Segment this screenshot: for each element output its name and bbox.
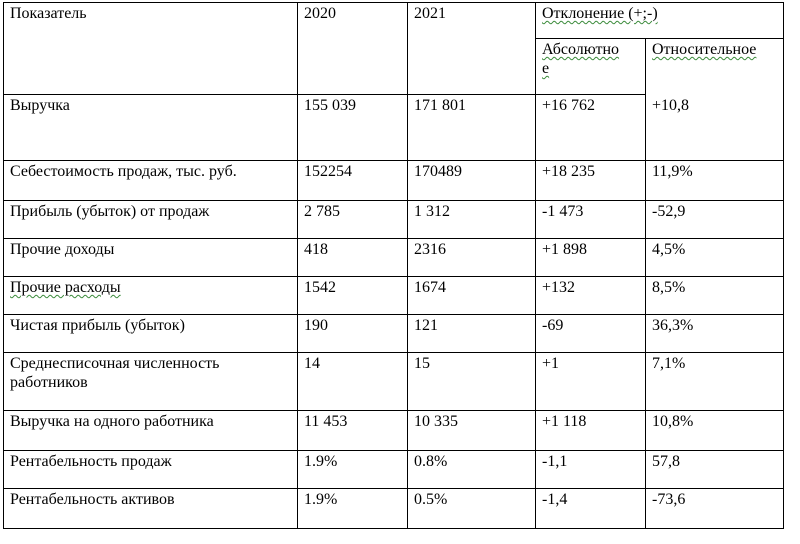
row-rel-cell: +10,8 [646,95,784,161]
table-row [4,451,784,489]
row-2020-cell: 11 453 [298,411,408,451]
row-name-cell: Среднесписочная численность работников [4,353,298,411]
row-name-cell: Прочие доходы [4,239,298,277]
row-abs-cell: +1 898 [536,239,646,277]
row-abs-cell: -1 473 [536,201,646,239]
row-2020-cell: 190 [298,315,408,353]
row-abs-cell: +1 118 [536,411,646,451]
table-row [4,489,784,529]
header-year-2020: 2020 [298,3,408,95]
table-row [4,315,784,353]
row-name-cell: Рентабельность активов [4,489,298,529]
row-2020-cell: 1542 [298,277,408,315]
row-abs-cell: -1,4 [536,489,646,529]
row-abs-cell: +16 762 [536,95,646,161]
row-rel-cell: 7,1% [646,353,784,411]
table-row [4,201,784,239]
header-row-1 [4,3,784,39]
row-name-cell: Прибыль (убыток) от продаж [4,201,298,239]
table-row [4,161,784,201]
header-absolute-line2: е [542,60,550,77]
row-abs-cell: -69 [536,315,646,353]
row-2021-cell: 170489 [408,161,536,201]
row-name-cell: Выручка на одного работника [4,411,298,451]
row-2020-cell: 418 [298,239,408,277]
row-2020-cell: 14 [298,353,408,411]
header-relative [646,39,784,95]
table-row [4,239,784,277]
row-2020-cell: 1.9% [298,451,408,489]
row-rel-cell: 4,5% [646,239,784,277]
row-2020-cell: 152254 [298,161,408,201]
row-rel-cell: 8,5% [646,277,784,315]
row-rel-cell: -52,9 [646,201,784,239]
row-2020-cell: 1.9% [298,489,408,529]
row-name-text: Прочие расходы [10,279,121,296]
row-2021-cell: 1674 [408,277,536,315]
row-abs-cell: +132 [536,277,646,315]
row-2021-cell: 1 312 [408,201,536,239]
header-absolute [536,39,646,95]
row-abs-cell: +1 [536,353,646,411]
table-row [4,95,784,161]
row-rel-cell: 57,8 [646,451,784,489]
financial-indicators-table [3,2,784,529]
row-rel-cell: 11,9% [646,161,784,201]
row-name-cell: Рентабельность продаж [4,451,298,489]
row-2021-cell: 171 801 [408,95,536,161]
row-abs-cell: -1,1 [536,451,646,489]
row-2021-cell: 10 335 [408,411,536,451]
header-deviation-text: Отклонение (+;-) [542,5,658,22]
row-name-cell: Себестоимость продаж, тыс. руб. [4,161,298,201]
row-name-cell: Выручка [4,95,298,161]
header-indicator: Показатель [4,3,298,95]
table-row [4,353,784,411]
row-2021-cell: 2316 [408,239,536,277]
row-2020-cell: 2 785 [298,201,408,239]
header-relative-text: Относительное [652,41,757,58]
row-2021-cell: 0.5% [408,489,536,529]
row-2021-cell: 121 [408,315,536,353]
row-rel-cell: 36,3% [646,315,784,353]
row-name-cell: Чистая прибыль (убыток) [4,315,298,353]
header-year-2021: 2021 [408,3,536,95]
row-2020-cell: 155 039 [298,95,408,161]
row-abs-cell: +18 235 [536,161,646,201]
row-rel-cell: 10,8% [646,411,784,451]
header-absolute-line1: Абсолютно [542,41,620,58]
row-name-cell [4,277,298,315]
row-rel-cell: -73,6 [646,489,784,529]
row-2021-cell: 15 [408,353,536,411]
row-2021-cell: 0.8% [408,451,536,489]
table-row [4,411,784,451]
header-deviation [536,3,784,39]
table-row [4,277,784,315]
